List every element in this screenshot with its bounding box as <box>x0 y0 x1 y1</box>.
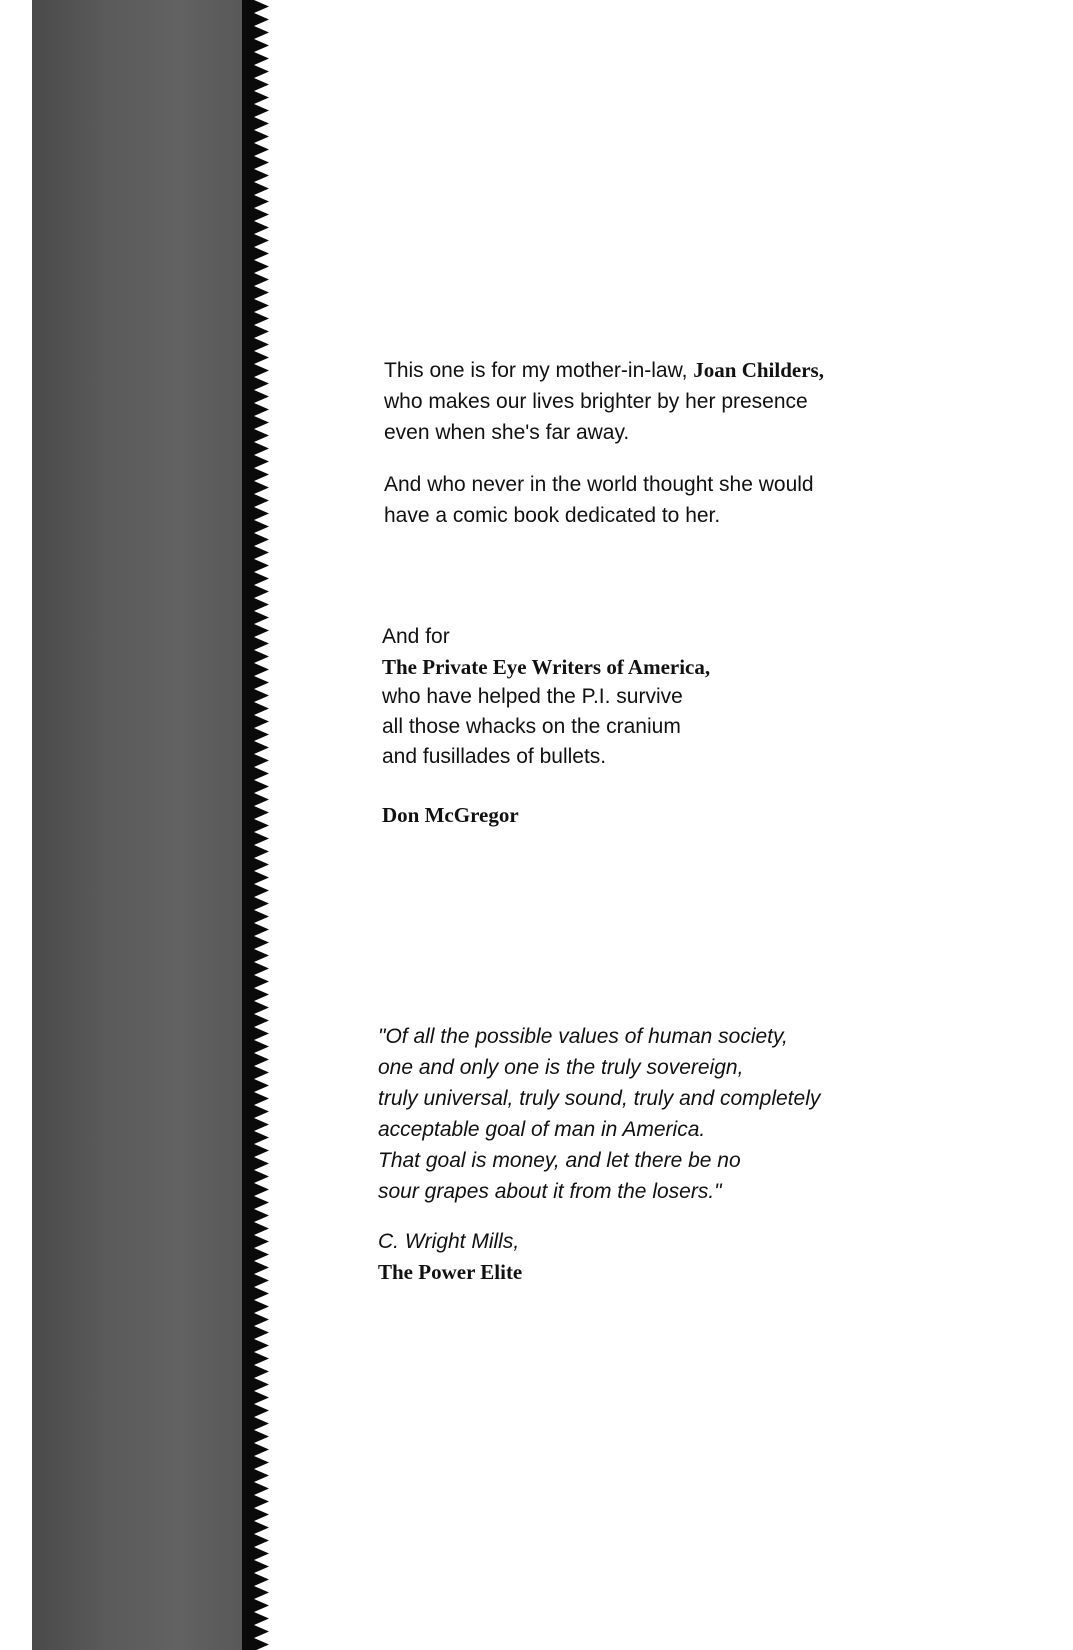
dedication-line: And who never in the world thought she would <box>384 473 814 496</box>
dedication-comic-book <box>384 469 814 531</box>
dedication-line: have a comic book dedicated to her. <box>384 504 721 527</box>
dedication-text: This one is for my mother-in-law, <box>384 359 688 382</box>
signature-block <box>382 800 519 831</box>
dedication-line: all those whacks on the cranium <box>382 715 681 738</box>
zigzag-border <box>254 0 272 1650</box>
quote-line: sour grapes about it from the losers." <box>378 1180 722 1203</box>
dedication-line: And for <box>382 625 450 648</box>
gray-side-band <box>32 0 242 1650</box>
dedication-line <box>384 355 824 386</box>
epigraph-quote <box>378 1021 820 1207</box>
quote-line: acceptable goal of man in America. <box>378 1118 706 1141</box>
quote-line: That goal is money, and let there be no <box>378 1149 741 1172</box>
organization-name: The Private Eye Writers of America, <box>382 655 711 679</box>
quote-attribution <box>378 1226 522 1288</box>
dedication-line: who have helped the P.I. survive <box>382 685 683 708</box>
dedication-line: who makes our lives brighter by her presence <box>384 390 808 413</box>
dedication-line: and fusillades of bullets. <box>382 745 607 768</box>
dedication-private-eye <box>382 622 710 772</box>
quote-line: truly universal, truly sound, truly and completely <box>378 1087 821 1110</box>
quote-line: one and only one is the truly sovereign, <box>378 1056 744 1079</box>
black-divider-bar <box>242 0 254 1650</box>
attribution-author: C. Wright Mills, <box>378 1230 520 1253</box>
dedication-line: even when she's far away. <box>384 421 630 444</box>
dedication-joan <box>384 355 824 448</box>
name-joan-childers: Joan Childers, <box>693 358 824 382</box>
author-signature: Don McGregor <box>382 803 519 827</box>
page-edge <box>0 0 32 1650</box>
quote-line: "Of all the possible values of human society, <box>378 1025 788 1048</box>
attribution-work-title: The Power Elite <box>378 1260 523 1284</box>
